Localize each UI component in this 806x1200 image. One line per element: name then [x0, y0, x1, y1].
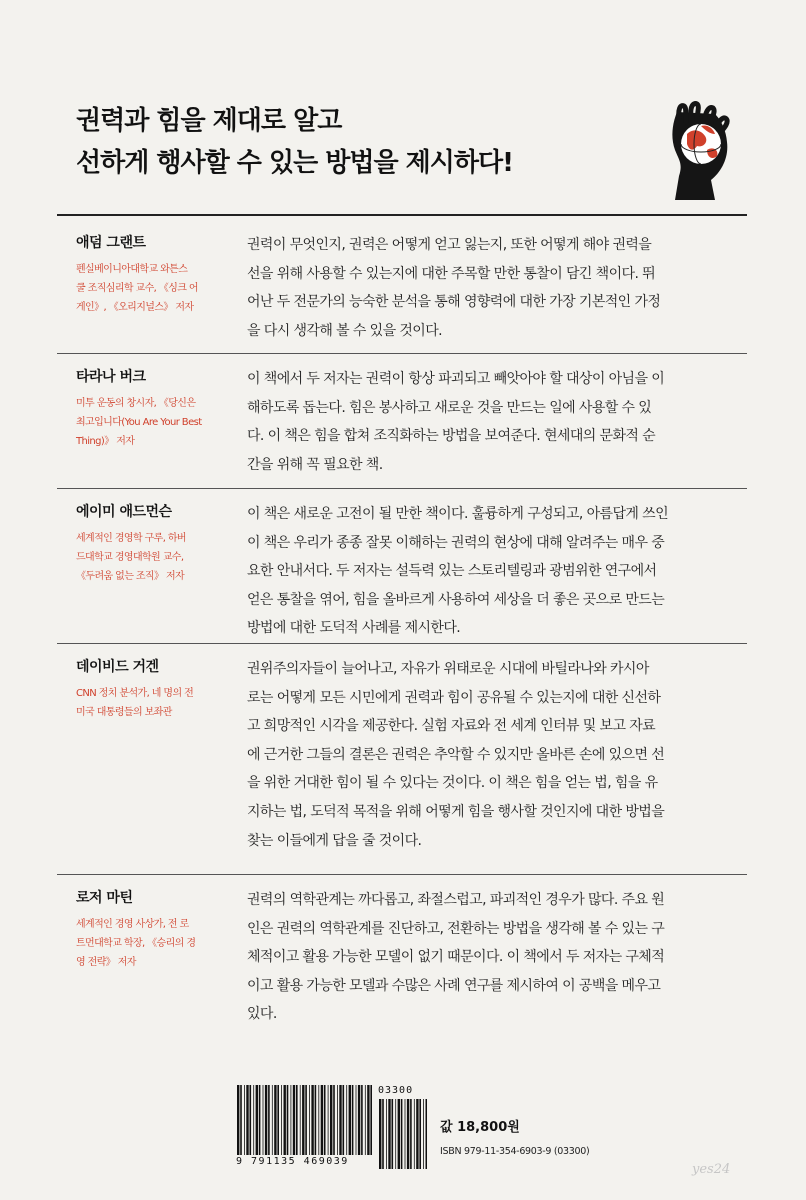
review-block — [57, 644, 747, 862]
reviewer-desc-line: 게인》, 《오리지널스》 저자 — [76, 302, 194, 313]
hand-holding-globe-icon — [655, 100, 747, 200]
barcode-bar — [305, 1085, 307, 1155]
review-line: 얻은 통찰을 엮어, 힘을 올바르게 사용하여 세상을 더 좋은 곳으로 만드는 — [247, 591, 665, 608]
review-block — [57, 875, 747, 1035]
review-line: 고 희망적인 시각을 제공한다. 실험 자료와 전 세계 인터뷰 및 보고 자료 — [247, 718, 656, 735]
review-line: 다. 이 책은 힘을 합쳐 조직화하는 방법을 보여준다. 현세대의 문화적 순 — [247, 428, 656, 445]
barcode-bar — [382, 1099, 384, 1169]
barcode-bar — [343, 1085, 345, 1155]
reviewer-info — [76, 887, 236, 972]
reviewer-desc-line: 세계적인 경영학 구루, 하버 — [76, 533, 186, 544]
review-line: 을 다시 생각해 볼 수 있을 것이다. — [247, 322, 442, 339]
barcode-bar — [268, 1085, 270, 1155]
ean-number: 9 791135 469039 — [236, 1156, 349, 1167]
barcode-bar — [274, 1085, 276, 1155]
barcode-bar — [333, 1085, 335, 1155]
barcode-bar — [407, 1099, 409, 1169]
addon-number: 03300 — [378, 1085, 414, 1096]
review-line: 있다. — [247, 1006, 277, 1023]
addon-barcode — [378, 1085, 428, 1169]
review-line: 체적이고 활용 가능한 모델이 없기 때문이다. 이 책에서 두 저자는 구체적 — [247, 949, 665, 966]
review-line: 어난 두 전문가의 능숙한 분석을 통해 영향력에 대한 가장 기본적인 가정 — [247, 294, 661, 311]
barcode-bar — [379, 1099, 381, 1169]
reviewer-desc-line: 펜실베이니아대학교 와튼스 — [76, 264, 188, 275]
barcode-bar — [410, 1099, 412, 1169]
reviewer-name: 데이비드 거겐 — [76, 659, 159, 675]
barcode-bar — [291, 1085, 292, 1155]
barcode-bar — [240, 1085, 242, 1155]
review-line: 간을 위해 꼭 필요한 책. — [247, 456, 383, 473]
barcode-bar — [367, 1085, 369, 1155]
reviewer-desc-line: 영 전략》 저자 — [76, 957, 136, 968]
top-rule — [57, 214, 747, 216]
barcode-bar — [302, 1085, 304, 1155]
reviewer-desc-line: 미투 운동의 창시자, 《당신은 — [76, 398, 196, 409]
reviewer-desc — [76, 684, 236, 722]
barcode-bar — [346, 1085, 347, 1155]
review-line: 인은 권력의 역학관계를 진단하고, 전환하는 방법을 생각해 볼 수 있는 구 — [247, 920, 665, 937]
barcode-bar — [426, 1099, 428, 1169]
barcode-bar — [328, 1085, 329, 1155]
barcode-bar — [419, 1099, 421, 1169]
review-line: 이 책은 새로운 고전이 될 만한 책이다. 훌륭하게 구성되고, 아름답게 쓰인 — [247, 506, 668, 522]
barcode-bar — [398, 1099, 400, 1169]
reviewer-desc-line: 《두려움 없는 조직》 저자 — [76, 571, 185, 582]
barcode-bar — [284, 1085, 286, 1155]
barcode-bar — [330, 1085, 332, 1155]
barcode-bar — [315, 1085, 317, 1155]
barcode-bar — [395, 1099, 396, 1169]
reviewer-name: 타라나 버크 — [76, 369, 146, 385]
barcode-bar — [423, 1099, 424, 1169]
barcode-bar — [272, 1085, 273, 1155]
review-text — [247, 231, 742, 345]
review-text — [247, 500, 742, 643]
barcode-bar — [309, 1085, 310, 1155]
barcode-bar — [277, 1085, 279, 1155]
headline-line-1: 권력과 힘을 제대로 알고 — [76, 106, 342, 136]
barcode-bar — [281, 1085, 282, 1155]
review-text — [247, 655, 742, 855]
reviewer-info — [76, 656, 236, 722]
review-text — [247, 365, 742, 479]
reviewer-desc-line: Thing)》 저자 — [76, 436, 135, 447]
reviewer-name: 애덤 그랜트 — [76, 235, 146, 251]
barcode-bar — [293, 1085, 295, 1155]
barcode-bar — [388, 1099, 390, 1169]
review-line: 권력의 역학관계는 까다롭고, 좌절스럽고, 파괴적인 경우가 많다. 주요 원 — [247, 892, 665, 908]
review-line: 권위주의자들이 늘어나고, 자유가 위태로운 시대에 바틸라나와 카시아 — [247, 661, 649, 677]
barcode-bar — [300, 1085, 301, 1155]
barcode-bar — [259, 1085, 261, 1155]
reviewer-name: 에이미 애드먼슨 — [76, 504, 172, 520]
review-block — [57, 354, 747, 488]
review-line: 이 책은 우리가 종종 잘못 이해하는 권력의 현상에 대해 알려주는 매우 중 — [247, 534, 665, 551]
reviewer-desc-line: 드대학교 경영대학원 교수, — [76, 552, 184, 563]
barcode-bar — [416, 1099, 418, 1169]
review-line: 해하도록 돕는다. 힘은 봉사하고 새로운 것을 만드는 일에 사용할 수 있 — [247, 399, 652, 416]
barcode-bar — [405, 1099, 406, 1169]
reviewer-desc-line: 세계적인 경영 사상가, 전 로 — [76, 919, 189, 930]
review-line: 찾는 이들에게 답을 줄 것이다. — [247, 832, 422, 849]
barcode-bar — [246, 1085, 248, 1155]
barcode-bar — [265, 1085, 267, 1155]
barcode-bar — [311, 1085, 313, 1155]
reviewer-desc-line: 최고입니다(You Are Your Best — [76, 417, 202, 428]
barcode-bar — [253, 1085, 254, 1155]
review-line: 을 위한 거대한 힘이 될 수 있다는 것이다. 이 책은 힘을 얻는 법, 힘을 유 — [247, 775, 658, 792]
barcode-bar — [244, 1085, 245, 1155]
review-line: 이 책에서 두 저자는 권력이 항상 파괴되고 빼앗아야 할 대상이 아님을 이 — [247, 371, 665, 387]
headline — [76, 100, 636, 184]
review-line: 선을 위해 사용할 수 있는지에 대한 주목할 만한 통찰이 담긴 책이다. 뛰 — [247, 265, 656, 282]
barcode-bar — [352, 1085, 354, 1155]
review-line: 방법에 대한 도덕적 사례를 제시한다. — [247, 620, 461, 637]
barcode-bar — [287, 1085, 289, 1155]
barcode-bar — [349, 1085, 351, 1155]
barcode-bar — [321, 1085, 323, 1155]
price-label: 값 18,800원 — [440, 1120, 520, 1135]
barcode-bar — [318, 1085, 319, 1155]
review-line: 요한 안내서다. 두 저자는 설득력 있는 스토리텔링과 광범위한 연구에서 — [247, 563, 657, 580]
barcode-bar — [392, 1099, 394, 1169]
barcode-bar — [256, 1085, 258, 1155]
barcode-bar — [356, 1085, 357, 1155]
barcode-bar — [386, 1099, 387, 1169]
reviewer-desc — [76, 260, 236, 317]
barcode-bar — [361, 1085, 363, 1155]
review-line: 지하는 법, 도덕적 목적을 위해 어떻게 힘을 행사할 것인지에 대한 방법을 — [247, 803, 665, 820]
reviewer-desc — [76, 915, 236, 972]
review-block — [57, 489, 747, 643]
reviewer-desc-line: 트먼대학교 학장, 《승리의 경 — [76, 938, 196, 949]
review-line: 권력이 무엇인지, 권력은 어떻게 얻고 잃는지, 또한 어떻게 해야 권력을 — [247, 237, 652, 253]
review-line: 에 근거한 그들의 결론은 권력은 추악할 수 있지만 올바른 손에 있으면 선 — [247, 746, 665, 763]
isbn-barcode — [236, 1085, 374, 1167]
barcode-bar — [365, 1085, 366, 1155]
headline-line-2: 선하게 행사할 수 있는 방법을 제시하다! — [76, 148, 513, 178]
barcode-bar — [370, 1085, 372, 1155]
reviewer-desc — [76, 529, 236, 586]
watermark: yes24 — [692, 1162, 731, 1177]
barcode-bar — [296, 1085, 298, 1155]
barcode-bar — [324, 1085, 326, 1155]
barcode-bar — [339, 1085, 341, 1155]
barcode-bar — [414, 1099, 415, 1169]
barcode-bar — [337, 1085, 338, 1155]
barcode-bar — [237, 1085, 239, 1155]
reviewer-desc — [76, 394, 236, 451]
reviewer-name: 로저 마틴 — [76, 890, 133, 906]
review-text — [247, 886, 742, 1029]
addon-bars — [378, 1099, 428, 1169]
reviewer-desc-line: 쿨 조직심리학 교수, 《싱크 어 — [76, 283, 198, 294]
reviewer-info — [76, 501, 236, 586]
barcode-bar — [250, 1085, 252, 1155]
isbn-label: ISBN 979-11-354-6903-9 (03300) — [440, 1146, 590, 1157]
reviewer-desc-line: 미국 대통령들의 보좌관 — [76, 707, 172, 718]
review-block — [57, 220, 747, 341]
review-line: 로는 어떻게 모든 시민에게 권력과 힘이 공유될 수 있는지에 대한 신선하 — [247, 689, 661, 706]
barcode-bars — [236, 1085, 374, 1155]
barcode-bar — [358, 1085, 360, 1155]
barcode-bar — [263, 1085, 264, 1155]
reviewer-info — [76, 232, 236, 317]
barcode-bar — [401, 1099, 403, 1169]
reviewer-desc-line: CNN 정치 분석가, 네 명의 전 — [76, 688, 194, 699]
review-line: 이고 활용 가능한 모델과 수많은 사례 연구를 제시하여 이 공백을 메우고 — [247, 977, 661, 994]
reviewer-info — [76, 366, 236, 451]
